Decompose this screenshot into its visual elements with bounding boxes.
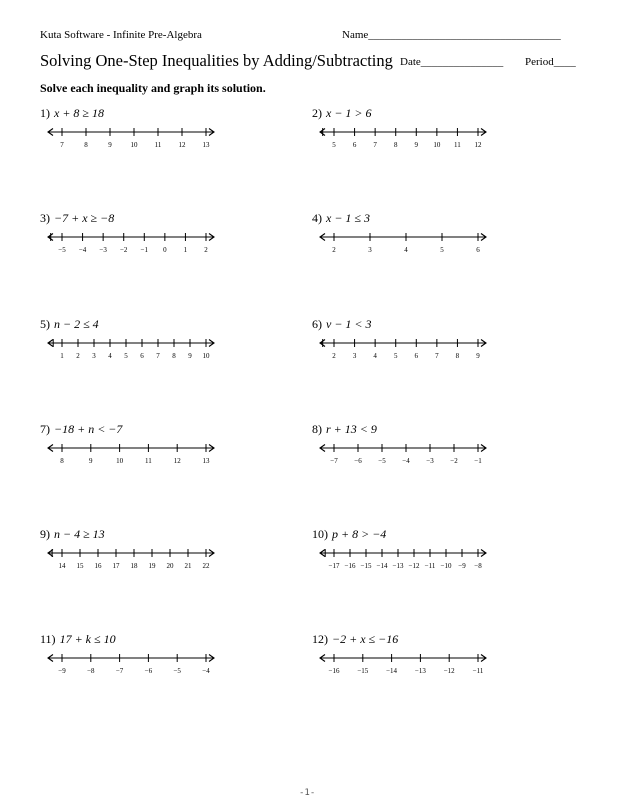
- tick-label: 12: [178, 141, 186, 149]
- tick-label: 9: [89, 457, 93, 465]
- tick-label: −4: [402, 457, 410, 465]
- tick-label: 3: [352, 352, 357, 360]
- tick-label: −5: [173, 667, 181, 675]
- problem-inequality: p + 8 > −4: [332, 527, 387, 541]
- name-field[interactable]: Name___________________________________: [342, 29, 561, 41]
- problem-inequality: x − 1 > 6: [326, 106, 372, 120]
- problem-label: [40, 211, 114, 226]
- tick-label: 9: [108, 141, 112, 149]
- tick-label: 11: [145, 457, 152, 465]
- problem-inequality: 17 + k ≤ 10: [59, 632, 116, 646]
- tick-label: 5: [124, 352, 128, 360]
- problem-label: [40, 106, 104, 121]
- number-line[interactable]: [40, 650, 220, 676]
- tick-label: 9: [414, 141, 419, 149]
- problem-inequality: n − 2 ≤ 4: [54, 317, 99, 331]
- problem-label: [312, 211, 370, 226]
- tick-label: 5: [332, 141, 336, 149]
- tick-label: 20: [166, 562, 174, 570]
- problem-label: [40, 317, 99, 332]
- problem-label: [40, 422, 122, 437]
- tick-label: 2: [76, 352, 80, 360]
- problem-inequality: x − 1 ≤ 3: [326, 211, 371, 225]
- tick-label: 21: [184, 562, 192, 570]
- number-line[interactable]: [312, 650, 492, 676]
- tick-label: 13: [202, 457, 210, 465]
- problem-number: 4): [312, 211, 322, 225]
- tick-label: −16: [344, 562, 356, 570]
- tick-label: −9: [58, 667, 66, 675]
- tick-label: 2: [332, 352, 336, 360]
- tick-label: 12: [173, 457, 181, 465]
- problem-inequality: n − 4 ≥ 13: [54, 527, 105, 541]
- problem-1: [40, 106, 280, 186]
- tick-label: −7: [115, 667, 124, 675]
- problem-number: 10): [312, 527, 328, 541]
- tick-label: 4: [108, 352, 112, 360]
- tick-label: 10: [202, 352, 210, 360]
- problem-number: 5): [40, 317, 50, 331]
- problem-number: 7): [40, 422, 50, 436]
- tick-label: 7: [435, 352, 439, 360]
- tick-label: −14: [386, 667, 398, 675]
- problem-number: 1): [40, 106, 50, 120]
- tick-label: 4: [373, 352, 377, 360]
- tick-label: 13: [202, 141, 210, 149]
- number-line[interactable]: [312, 545, 492, 571]
- tick-label: 2: [204, 246, 208, 254]
- tick-label: −1: [140, 246, 149, 254]
- tick-label: −3: [99, 246, 107, 254]
- tick-label: 6: [352, 141, 357, 149]
- problem-7: [40, 422, 280, 502]
- date-field[interactable]: Date_______________: [400, 56, 504, 68]
- problem-number: 8): [312, 422, 322, 436]
- tick-label: 8: [393, 141, 398, 149]
- problem-6: [312, 317, 552, 397]
- number-line[interactable]: [312, 124, 492, 150]
- tick-label: 14: [58, 562, 66, 570]
- tick-label: −11: [424, 562, 436, 570]
- tick-label: −1: [474, 457, 482, 465]
- tick-label: 0: [163, 246, 167, 254]
- tick-label: 8: [172, 352, 176, 360]
- number-line[interactable]: [40, 229, 220, 255]
- tick-label: 7: [60, 141, 64, 149]
- problem-12: [312, 632, 552, 712]
- problem-10: [312, 527, 552, 607]
- tick-label: 6: [414, 352, 419, 360]
- tick-label: 10: [130, 141, 138, 149]
- tick-label: 6: [140, 352, 144, 360]
- problem-inequality: r + 13 < 9: [326, 422, 377, 436]
- tick-label: 9: [188, 352, 192, 360]
- problem-inequality: −18 + n < −7: [54, 422, 123, 436]
- tick-label: −6: [144, 667, 153, 675]
- tick-label: 3: [368, 246, 372, 254]
- tick-label: 15: [76, 562, 84, 570]
- worksheet-title: Solving One-Step Inequalities by Adding/Subtracting: [40, 51, 393, 70]
- problem-4: [312, 211, 552, 291]
- tick-label: −5: [58, 246, 66, 254]
- problem-2: [312, 106, 552, 186]
- problem-number: 6): [312, 317, 322, 331]
- tick-label: −10: [440, 562, 452, 570]
- problem-label: [40, 632, 116, 647]
- page-number: -1-: [299, 788, 316, 798]
- problem-label: [40, 527, 105, 542]
- tick-label: −13: [414, 667, 426, 675]
- tick-label: 7: [156, 352, 160, 360]
- tick-label: −12: [443, 667, 455, 675]
- tick-label: −3: [426, 457, 434, 465]
- tick-label: −15: [357, 667, 369, 675]
- tick-label: 22: [202, 562, 210, 570]
- tick-label: −17: [328, 562, 340, 570]
- tick-label: 16: [94, 562, 102, 570]
- tick-label: 2: [332, 246, 336, 254]
- problem-11: [40, 632, 280, 712]
- tick-label: −12: [408, 562, 420, 570]
- tick-label: 5: [393, 352, 398, 360]
- tick-label: 1: [60, 352, 64, 360]
- tick-label: −2: [450, 457, 458, 465]
- tick-label: 10: [433, 141, 441, 149]
- period-field[interactable]: Period____: [525, 56, 576, 68]
- tick-label: −4: [202, 667, 210, 675]
- tick-label: −8: [474, 562, 482, 570]
- tick-label: −7: [330, 457, 338, 465]
- tick-label: 3: [92, 352, 96, 360]
- number-line[interactable]: [312, 229, 492, 255]
- tick-label: −5: [378, 457, 386, 465]
- tick-label: 6: [476, 246, 480, 254]
- problem-inequality: x + 8 ≥ 18: [54, 106, 105, 120]
- tick-label: 5: [440, 246, 444, 254]
- problem-number: 3): [40, 211, 50, 225]
- tick-label: −14: [376, 562, 388, 570]
- problem-label: [312, 422, 377, 437]
- problem-9: [40, 527, 280, 607]
- problem-5: [40, 317, 280, 397]
- problem-inequality: −7 + x ≥ −8: [54, 211, 115, 225]
- tick-label: 11: [454, 141, 461, 149]
- tick-label: 8: [60, 457, 64, 465]
- problem-inequality: v − 1 < 3: [326, 317, 372, 331]
- problem-number: 9): [40, 527, 50, 541]
- tick-label: −15: [360, 562, 372, 570]
- number-line[interactable]: [40, 335, 220, 361]
- tick-label: −4: [78, 246, 87, 254]
- tick-label: −9: [458, 562, 466, 570]
- tick-label: 1: [183, 246, 188, 254]
- tick-label: −2: [119, 246, 128, 254]
- problem-label: [312, 106, 372, 121]
- number-line[interactable]: [40, 545, 220, 571]
- tick-label: 12: [474, 141, 482, 149]
- tick-label: −8: [87, 667, 95, 675]
- problem-label: [312, 632, 398, 647]
- problem-number: 11): [40, 632, 56, 646]
- problem-inequality: −2 + x ≤ −16: [332, 632, 399, 646]
- problem-number: 12): [312, 632, 328, 646]
- problem-8: [312, 422, 552, 502]
- problem-label: [312, 317, 372, 332]
- tick-label: 17: [112, 562, 120, 570]
- tick-label: −13: [392, 562, 404, 570]
- tick-label: 4: [404, 246, 408, 254]
- tick-label: 8: [455, 352, 460, 360]
- tick-label: −16: [328, 667, 340, 675]
- problem-number: 2): [312, 106, 322, 120]
- number-line[interactable]: [40, 124, 220, 150]
- number-line[interactable]: [312, 440, 492, 466]
- tick-label: −11: [472, 667, 484, 675]
- tick-label: 7: [373, 141, 377, 149]
- tick-label: 9: [476, 352, 480, 360]
- problem-label: [312, 527, 386, 542]
- number-line[interactable]: [40, 440, 220, 466]
- tick-label: 8: [84, 141, 88, 149]
- tick-label: 18: [130, 562, 138, 570]
- tick-label: −6: [354, 457, 362, 465]
- problem-3: [40, 211, 280, 291]
- tick-label: 19: [148, 562, 156, 570]
- tick-label: 10: [116, 457, 124, 465]
- instructions: Solve each inequality and graph its solution.: [40, 81, 266, 95]
- tick-label: 11: [154, 141, 162, 149]
- software-name: Kuta Software - Infinite Pre-Algebra: [40, 29, 202, 41]
- number-line[interactable]: [312, 335, 492, 361]
